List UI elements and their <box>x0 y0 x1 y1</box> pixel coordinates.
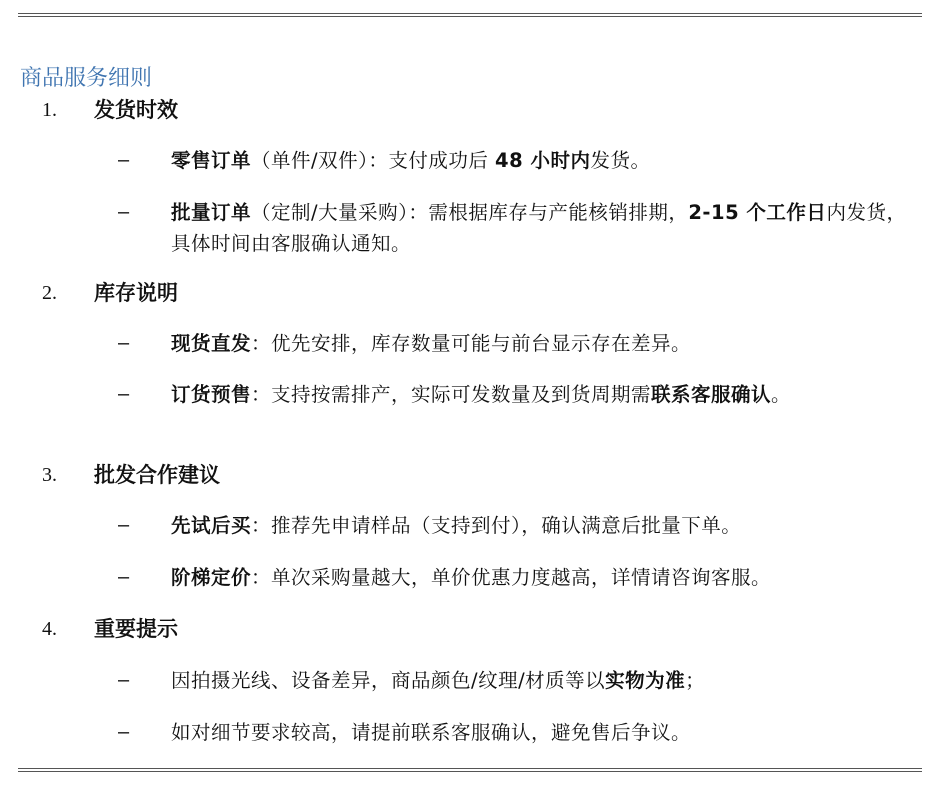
bullet-dash: – <box>118 149 130 171</box>
list-item-text <box>171 717 918 748</box>
body-text: ：推荐先申请样品（支持到付），确认满意后批量下单。 <box>251 514 742 537</box>
list-item <box>118 197 918 259</box>
section-number: 3. <box>42 464 57 486</box>
section-title: 批发合作建议 <box>94 463 220 487</box>
list-item-text <box>171 197 918 259</box>
body-text: （定制/大量采购）：需根据库存与产能核销排期， <box>251 201 689 224</box>
emphasis: 联系客服确认 <box>651 383 772 406</box>
emphasis: 先试后买 <box>171 514 252 537</box>
bullet-dash: – <box>118 721 130 743</box>
bullet-dash: – <box>118 332 130 354</box>
body-text: ：优先安排，库存数量可能与前台显示存在差异。 <box>251 332 692 355</box>
section-title: 库存说明 <box>94 281 178 305</box>
section-number: 4. <box>42 618 57 640</box>
body-text: ； <box>685 669 706 692</box>
emphasis: 订货预售 <box>171 383 252 406</box>
emphasis: 批量订单 <box>171 201 252 224</box>
emphasis: 2-15 个工作日 <box>688 201 827 224</box>
body-text: 发货。 <box>590 149 651 172</box>
list-item-text <box>171 145 918 176</box>
bullet-dash: – <box>118 201 130 223</box>
bullet-dash: – <box>118 669 130 691</box>
list-item <box>118 145 918 176</box>
body-text: ：单次采购量越大，单价优惠力度越高，详情请咨询客服。 <box>251 566 772 589</box>
section-4-heading <box>42 614 178 644</box>
list-item-text <box>171 328 918 359</box>
section-3-heading <box>42 460 220 490</box>
bottom-rule <box>18 768 922 772</box>
list-item-text <box>171 379 918 410</box>
body-text: 因拍摄光线、设备差异，商品颜色/纹理/材质等以 <box>171 669 606 692</box>
list-item <box>118 328 918 359</box>
body-text: 如对细节要求较高，请提前联系客服确认，避免售后争议。 <box>171 721 692 744</box>
list-item <box>118 562 918 593</box>
body-text: ：支持按需排产，实际可发数量及到货周期需 <box>251 383 652 406</box>
bullet-dash: – <box>118 566 130 588</box>
body-text: （单件/双件）：支付成功后 <box>251 149 496 172</box>
emphasis: 现货直发 <box>171 332 252 355</box>
section-title: 重要提示 <box>94 617 178 641</box>
emphasis: 实物为准 <box>605 669 686 692</box>
bullet-dash: – <box>118 514 130 536</box>
section-2-heading <box>42 278 178 308</box>
body-text: 内发货，具体时间由客服确认通知。 <box>171 201 907 255</box>
section-number: 2. <box>42 282 57 304</box>
list-item-text <box>171 510 918 541</box>
list-item <box>118 379 918 410</box>
emphasis: 阶梯定价 <box>171 566 252 589</box>
list-item-text <box>171 562 918 593</box>
section-1-heading <box>42 95 178 125</box>
list-item <box>118 665 918 696</box>
bullet-dash: – <box>118 383 130 405</box>
list-item-text <box>171 665 918 696</box>
section-title: 发货时效 <box>94 98 178 122</box>
list-item <box>118 510 918 541</box>
emphasis: 48 小时内 <box>495 149 591 172</box>
body-text: 。 <box>771 383 792 406</box>
document-title: 商品服务细则 <box>20 66 153 91</box>
emphasis: 零售订单 <box>171 149 252 172</box>
list-item <box>118 717 918 748</box>
top-rule <box>18 13 922 17</box>
section-number: 1. <box>42 99 57 121</box>
